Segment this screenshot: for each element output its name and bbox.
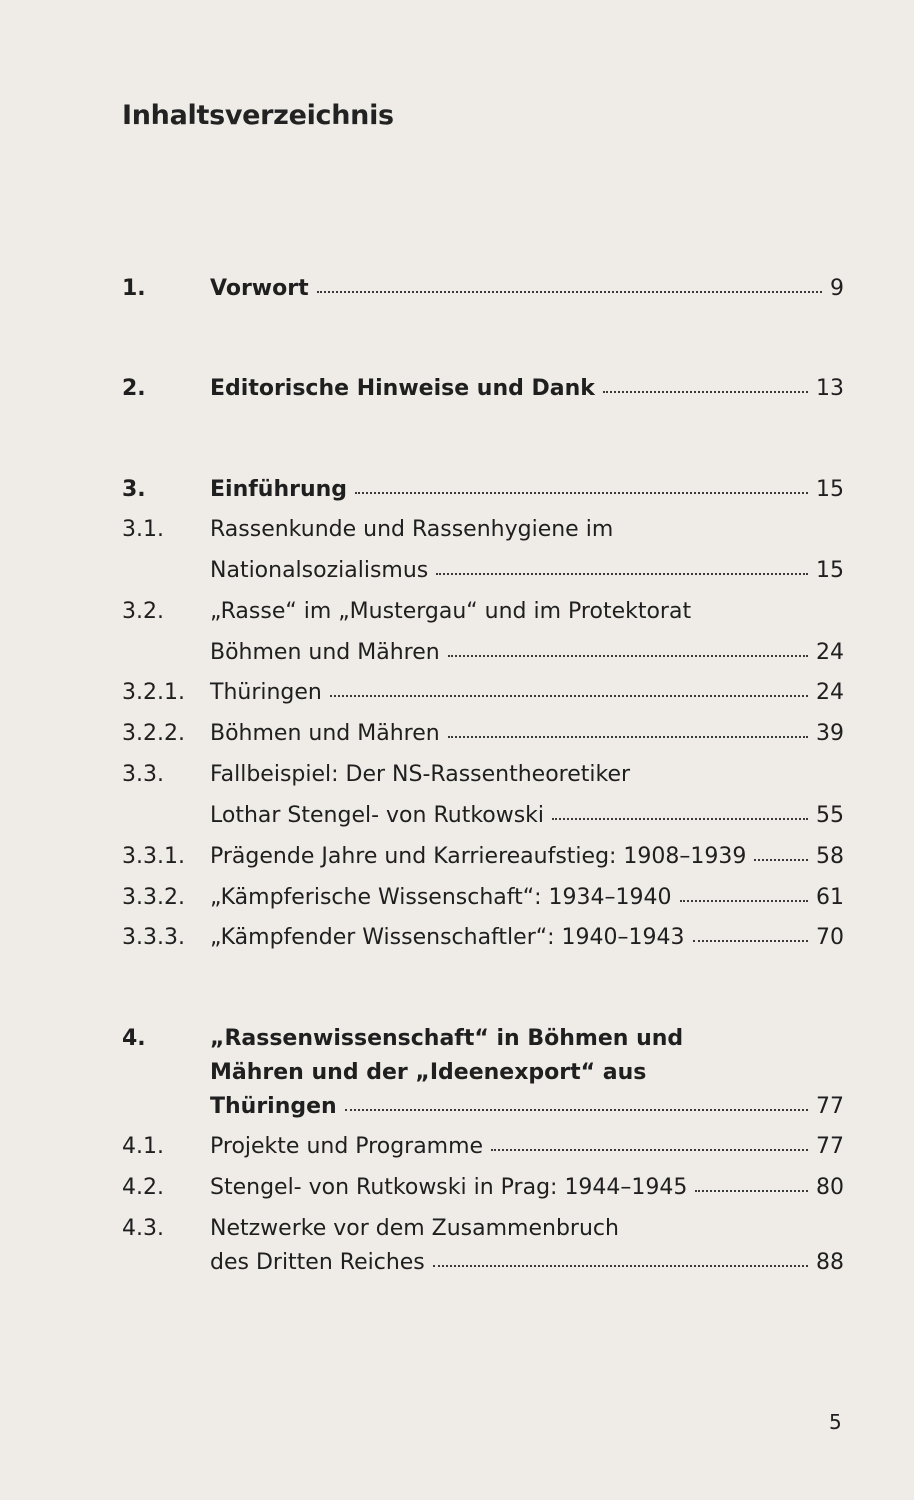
entry-title: Editorische Hinweise und Dank <box>210 376 595 401</box>
entry-page: 80 <box>816 1175 844 1200</box>
entry-page: 77 <box>816 1134 844 1159</box>
toc-entry-3-1-cont <box>122 553 844 589</box>
entry-title-line-1: Fallbeispiel: Der NS-Rassentheoretiker <box>210 762 631 787</box>
entry-page: 77 <box>816 1094 844 1119</box>
toc-entry-3-3-1 <box>122 839 844 875</box>
toc-entry-3-3-2 <box>122 880 844 916</box>
leader-dots <box>436 572 808 575</box>
entry-number: 4.2. <box>122 1175 164 1200</box>
toc-entry-3-2-1 <box>122 675 844 711</box>
leader-dots <box>491 1148 808 1151</box>
entry-title: „Kämpferische Wissenschaft“: 1934–1940 <box>210 885 672 910</box>
toc-entry-3-3 <box>122 757 844 793</box>
entry-title: „Kämpfender Wissenschaftler“: 1940–1943 <box>210 925 685 950</box>
entry-title-line-3: Thüringen <box>210 1094 337 1119</box>
entry-number: 3. <box>122 477 146 502</box>
entry-page: 61 <box>816 885 844 910</box>
toc-entry-4-3-cont <box>122 1245 844 1281</box>
entry-title: Prägende Jahre und Karriereaufstieg: 1908–1939 <box>210 844 747 869</box>
entry-title: Vorwort <box>210 276 309 301</box>
toc-entry-4 <box>122 1021 844 1057</box>
toc-entry-4-1 <box>122 1129 844 1165</box>
entry-title: Einführung <box>210 477 348 502</box>
toc-entry-2 <box>122 371 844 407</box>
entry-number: 3.2.2. <box>122 721 185 746</box>
toc-entry-4-cont-2 <box>122 1089 844 1125</box>
entry-number: 3.3.1. <box>122 844 185 869</box>
entry-number: 3.2. <box>122 599 164 624</box>
entry-number: 2. <box>122 376 146 401</box>
entry-title-line-1: Netzwerke vor dem Zusammenbruch <box>210 1216 619 1241</box>
entry-number: 4. <box>122 1026 146 1051</box>
leader-dots <box>603 390 808 393</box>
entry-number: 3.3. <box>122 762 164 787</box>
entry-page: 15 <box>816 477 844 502</box>
entry-title-line-1: Rassenkunde und Rassenhygiene im <box>210 517 614 542</box>
entry-number: 3.1. <box>122 517 164 542</box>
entry-number: 4.3. <box>122 1216 164 1241</box>
page-title: Inhaltsverzeichnis <box>122 100 394 131</box>
entry-page: 88 <box>816 1250 844 1275</box>
entry-page: 55 <box>816 803 844 828</box>
entry-page: 70 <box>816 925 844 950</box>
leader-dots <box>317 290 822 293</box>
page-number: 5 <box>829 1410 842 1434</box>
entry-page: 24 <box>816 680 844 705</box>
entry-number: 3.3.3. <box>122 925 185 950</box>
toc-entry-3-3-cont <box>122 798 844 834</box>
entry-page: 13 <box>816 376 844 401</box>
leader-dots <box>695 1189 808 1192</box>
entry-page: 9 <box>830 276 844 301</box>
leader-dots <box>693 939 808 942</box>
leader-dots <box>754 858 808 861</box>
entry-title-line-2: Böhmen und Mähren <box>210 640 440 665</box>
entry-page: 15 <box>816 558 844 583</box>
entry-title: Projekte und Programme <box>210 1134 484 1159</box>
toc-entry-3-2-cont <box>122 635 844 671</box>
toc-entry-3-2 <box>122 594 844 630</box>
toc-entry-1 <box>122 271 844 307</box>
entry-title-line-2: Nationalsozialismus <box>210 558 429 583</box>
leader-dots <box>330 694 808 697</box>
entry-page: 39 <box>816 721 844 746</box>
leader-dots <box>433 1264 808 1267</box>
leader-dots <box>345 1108 808 1111</box>
entry-title: Thüringen <box>210 680 322 705</box>
entry-title-line-2: des Dritten Reiches <box>210 1250 425 1275</box>
entry-number: 3.2.1. <box>122 680 185 705</box>
entry-number: 1. <box>122 276 146 301</box>
leader-dots <box>355 491 808 494</box>
entry-title-line-2: Mähren und der „Ideenexport“ aus <box>210 1060 647 1085</box>
toc-entry-3 <box>122 472 844 508</box>
entry-title: Böhmen und Mähren <box>210 721 440 746</box>
toc-entry-3-2-2 <box>122 716 844 752</box>
leader-dots <box>680 899 808 902</box>
toc-entry-4-cont-1 <box>122 1055 844 1091</box>
toc-entry-4-3 <box>122 1211 844 1247</box>
entry-title: Stengel- von Rutkowski in Prag: 1944–1945 <box>210 1175 688 1200</box>
entry-number: 3.3.2. <box>122 885 185 910</box>
toc-entry-4-2 <box>122 1170 844 1206</box>
leader-dots <box>448 654 808 657</box>
leader-dots <box>448 735 808 738</box>
entry-page: 58 <box>816 844 844 869</box>
toc-entry-3-1 <box>122 512 844 548</box>
leader-dots <box>552 817 808 820</box>
toc-entry-3-3-3 <box>122 920 844 956</box>
entry-page: 24 <box>816 640 844 665</box>
entry-title-line-2: Lothar Stengel- von Rutkowski <box>210 803 545 828</box>
entry-title-line-1: „Rassenwissenschaft“ in Böhmen und <box>210 1026 684 1051</box>
entry-title-line-1: „Rasse“ im „Mustergau“ und im Protektorat <box>210 599 692 624</box>
entry-number: 4.1. <box>122 1134 164 1159</box>
